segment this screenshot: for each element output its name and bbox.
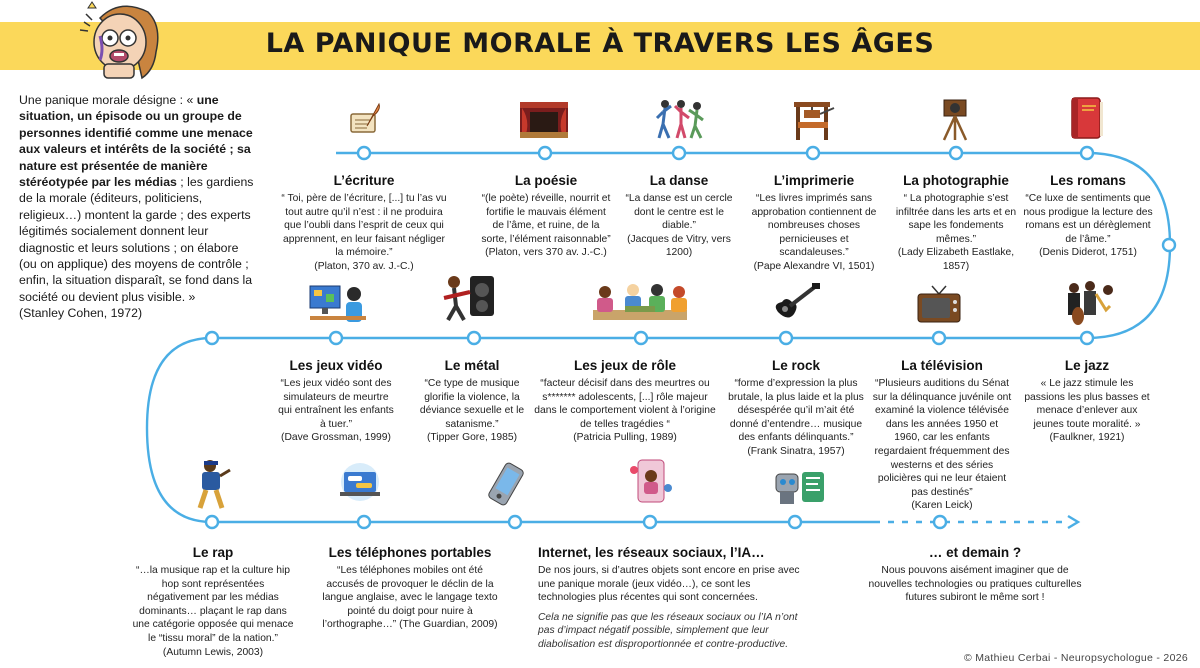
item-quote: “Plusieurs auditions du Sénat sur la délinquance juvénile ont examiné la violence télévisée dans les années 1950 et 1960, car les enfants regardaient fréquemment des westerns et des séries policières qui ne leur étaient pas destinés” — [872, 378, 1012, 498]
timeline-dot — [1163, 239, 1175, 251]
item-quote: “Ce luxe de sentiments que nous prodigue la lecture des romans est un dérèglement de l’âme.” — [1023, 193, 1153, 245]
item-quote: De nos jours, si d’autres objets sont encore en prise avec une panique morale (jeux vidéo…), ce sont les technologies plus récentes qui sont concernées. — [538, 565, 800, 604]
item-title: L’écriture — [333, 173, 395, 188]
item-title: La photographie — [903, 173, 1009, 188]
item-title: Les téléphones portables — [328, 545, 492, 560]
timeline-dot — [358, 516, 370, 528]
timeline-item-imprimerie — [748, 173, 880, 274]
item-quote: “…la musique rap et la culture hip hop sont représentées négativement par les médias dominants… plaçant le rap dans une catégorie opposée qui menace le “tissu moral” de la nation.” — [132, 565, 294, 644]
timeline-dot — [673, 147, 685, 159]
television-icon — [916, 284, 962, 326]
roleplay-players-icon — [585, 280, 695, 326]
jazz-band-icon — [1062, 280, 1118, 326]
item-quote: “facteur décisif dans des meurtres ou s******* adolescents, [...] rôle majeur dans le comportement violent à l’origine de telles tragédies “ — [534, 378, 716, 430]
item-title: L’imprimerie — [773, 173, 855, 188]
item-source: (Frank Sinatra, 1957) — [747, 445, 845, 457]
item-quote: « Le jazz stimule les passions les plus basses et menace d’enlever aux jeunes toute moralité. » — [1024, 378, 1150, 430]
timeline-dot — [509, 516, 521, 528]
item-title: Les jeux vidéo — [289, 358, 383, 373]
timeline-dot — [635, 332, 647, 344]
item-quote: “Les livres imprimés sans approbation contiennent de nombreuses choses pernicieuses et scandaleuses.” — [751, 193, 877, 259]
intro-bold: une situation, un épisode ou un groupe de personnes identifié comme une menace aux valeurs et intérêts de la société ; sa nature est présentée de manière stéréotypée par les médias — [19, 93, 253, 190]
timeline-dot — [933, 332, 945, 344]
timeline-dot — [1081, 147, 1093, 159]
item-quote: “Ce type de musique glorifie la violence, la déviance sexuelle et le satanisme.” — [419, 378, 525, 430]
item-source: (Patricia Pulling, 1989) — [573, 432, 677, 444]
timeline-dot — [950, 147, 962, 159]
timeline-item-romans — [1022, 173, 1154, 260]
quill-icon — [345, 100, 383, 138]
timeline-dot — [468, 332, 480, 344]
item-quote: “Les jeux vidéo sont des simulateurs de meurtre qui entraînent les enfants à tuer.” — [278, 378, 394, 430]
laptop-messages-icon — [332, 462, 388, 504]
item-title: Le métal — [444, 358, 500, 373]
printing-press-icon — [790, 98, 836, 142]
intro-rest: ; les gardiens de la morale (éditeurs, politiciens, religieux…) montent la garde ; des experts légitimés socialement donnent leur diagnostic et leurs solutions ; on élabore (ou on applique) des moyens de contrôle ; enfin, la situation disparaît, se fond dans la société ou devient plus visible. » — [19, 175, 254, 304]
item-note: Cela ne signifie pas que les réseaux sociaux ou l’IA n’ont pas d’impact négatif possible, simplement que leur diabolisation est disproportionnée et contre-productive. — [538, 611, 798, 650]
item-source: (Faulkner, 1921) — [1049, 432, 1125, 444]
item-title: La télévision — [901, 358, 983, 373]
timeline-dot — [330, 332, 342, 344]
item-title: La poésie — [514, 173, 578, 188]
theater-stage-icon — [518, 100, 570, 140]
item-source: (Tipper Gore, 1985) — [426, 432, 518, 444]
intro-lead: Une panique morale désigne : « — [19, 93, 197, 107]
mobile-phone-icon — [484, 462, 528, 506]
timeline-item-jeux-video — [276, 358, 396, 445]
timeline-item-danse — [620, 173, 738, 260]
item-source: (Denis Diderot, 1751) — [1039, 247, 1137, 259]
timeline-item-rock — [728, 358, 864, 459]
item-title: Les romans — [1050, 173, 1126, 188]
item-source: (Platon, 370 av. J.-C.) — [314, 260, 414, 272]
item-title: Le rap — [192, 545, 234, 560]
timeline-arrow-icon — [1068, 516, 1078, 528]
item-quote: Nous pouvons aisément imaginer que de nouvelles technologies ou pratiques culturelles futures subiront le même sort ! — [868, 565, 1082, 604]
timeline-item-jazz — [1024, 358, 1150, 445]
item-quote: “ Toi, père de l’écriture, [...] tu l’as vu tout autre qu’il n’est : il ne produira que l’oubli dans l’esprit de ceux qui apprennent, en leur faisant négliger la mémoire.” — [281, 193, 447, 259]
timeline-item-telephones — [322, 545, 498, 632]
rapper-icon — [188, 458, 234, 510]
timeline-dot — [789, 516, 801, 528]
item-quote: “forme d’expression la plus brutale, la plus laide et la plus désespérée qu’il m’ait été donné d’entendre… musique des enfants délinquants.” — [728, 378, 864, 444]
item-title: … et demain ? — [928, 545, 1022, 560]
item-title: La danse — [649, 173, 709, 188]
camera-icon — [938, 98, 974, 142]
item-source: (Pape Alexandre VI, 1501) — [753, 260, 875, 272]
item-quote: “ La photographie s’est infiltrée dans les arts et en sape les fondements mêmes.” — [895, 193, 1017, 245]
social-media-user-icon — [628, 458, 674, 506]
intro-source: (Stanley Cohen, 1972) — [19, 306, 143, 321]
gamer-icon — [308, 282, 368, 324]
item-source: (Autumn Lewis, 2003) — [162, 646, 264, 658]
timeline-item-photographie — [890, 173, 1022, 274]
timeline-dot — [934, 516, 946, 528]
item-quote: “La danse est un cercle dont le centre est le diable.” — [625, 193, 733, 232]
timeline-item-demain — [868, 545, 1082, 605]
item-title: Les jeux de rôle — [573, 358, 677, 373]
item-title: Le rock — [771, 358, 821, 373]
timeline-dot — [1081, 332, 1093, 344]
item-source: (Platon, vers 370 av. J.-C.) — [485, 247, 607, 259]
timeline-dot — [206, 332, 218, 344]
timeline-dot — [780, 332, 792, 344]
timeline-item-metal — [418, 358, 526, 445]
item-source: (Karen Leick) — [911, 500, 973, 512]
timeline-item-internet — [538, 545, 804, 652]
item-source: (Jacques de Vitry, vers 1200) — [627, 233, 731, 259]
copyright-footer: © Mathieu Cerbai - Neuropsychologue - 2026 — [963, 652, 1188, 664]
item-quote: “Les téléphones mobiles ont été accusés de provoquer le déclin de la langue anglaise, avec le langage texto pointé du doigt pour nuire à l’orthographe…” — [322, 565, 498, 631]
timeline-dot — [539, 147, 551, 159]
item-source: (Dave Grossman, 1999) — [281, 432, 391, 444]
item-title: Internet, les réseaux sociaux, l’IA… — [538, 545, 765, 560]
book-icon — [1068, 94, 1106, 142]
dancers-icon — [655, 98, 705, 142]
timeline-item-poesie — [480, 173, 612, 260]
robot-ai-icon — [768, 466, 828, 508]
item-quote: “(le poète) réveille, nourrit et fortifie le mauvais élément de l’âme, et ruine, de la sorte, l’élément raisonnable” — [481, 193, 611, 245]
timeline-dot — [358, 147, 370, 159]
timeline-item-jeux-de-role — [532, 358, 718, 445]
item-source: (Lady Elizabeth Eastlake, 1857) — [897, 247, 1015, 272]
metal-guitarist-icon — [440, 272, 498, 324]
timeline-dot — [807, 147, 819, 159]
timeline-item-ecriture — [278, 173, 450, 274]
timeline-item-rap — [132, 545, 294, 659]
item-source: (The Guardian, 2009) — [399, 619, 498, 631]
item-title: Le jazz — [1064, 358, 1110, 373]
page-title: LA PANIQUE MORALE À TRAVERS LES ÂGES — [265, 28, 935, 59]
timeline-dot — [206, 516, 218, 528]
electric-guitar-icon — [770, 282, 822, 324]
timeline-dot — [644, 516, 656, 528]
timeline-item-television — [872, 358, 1012, 513]
